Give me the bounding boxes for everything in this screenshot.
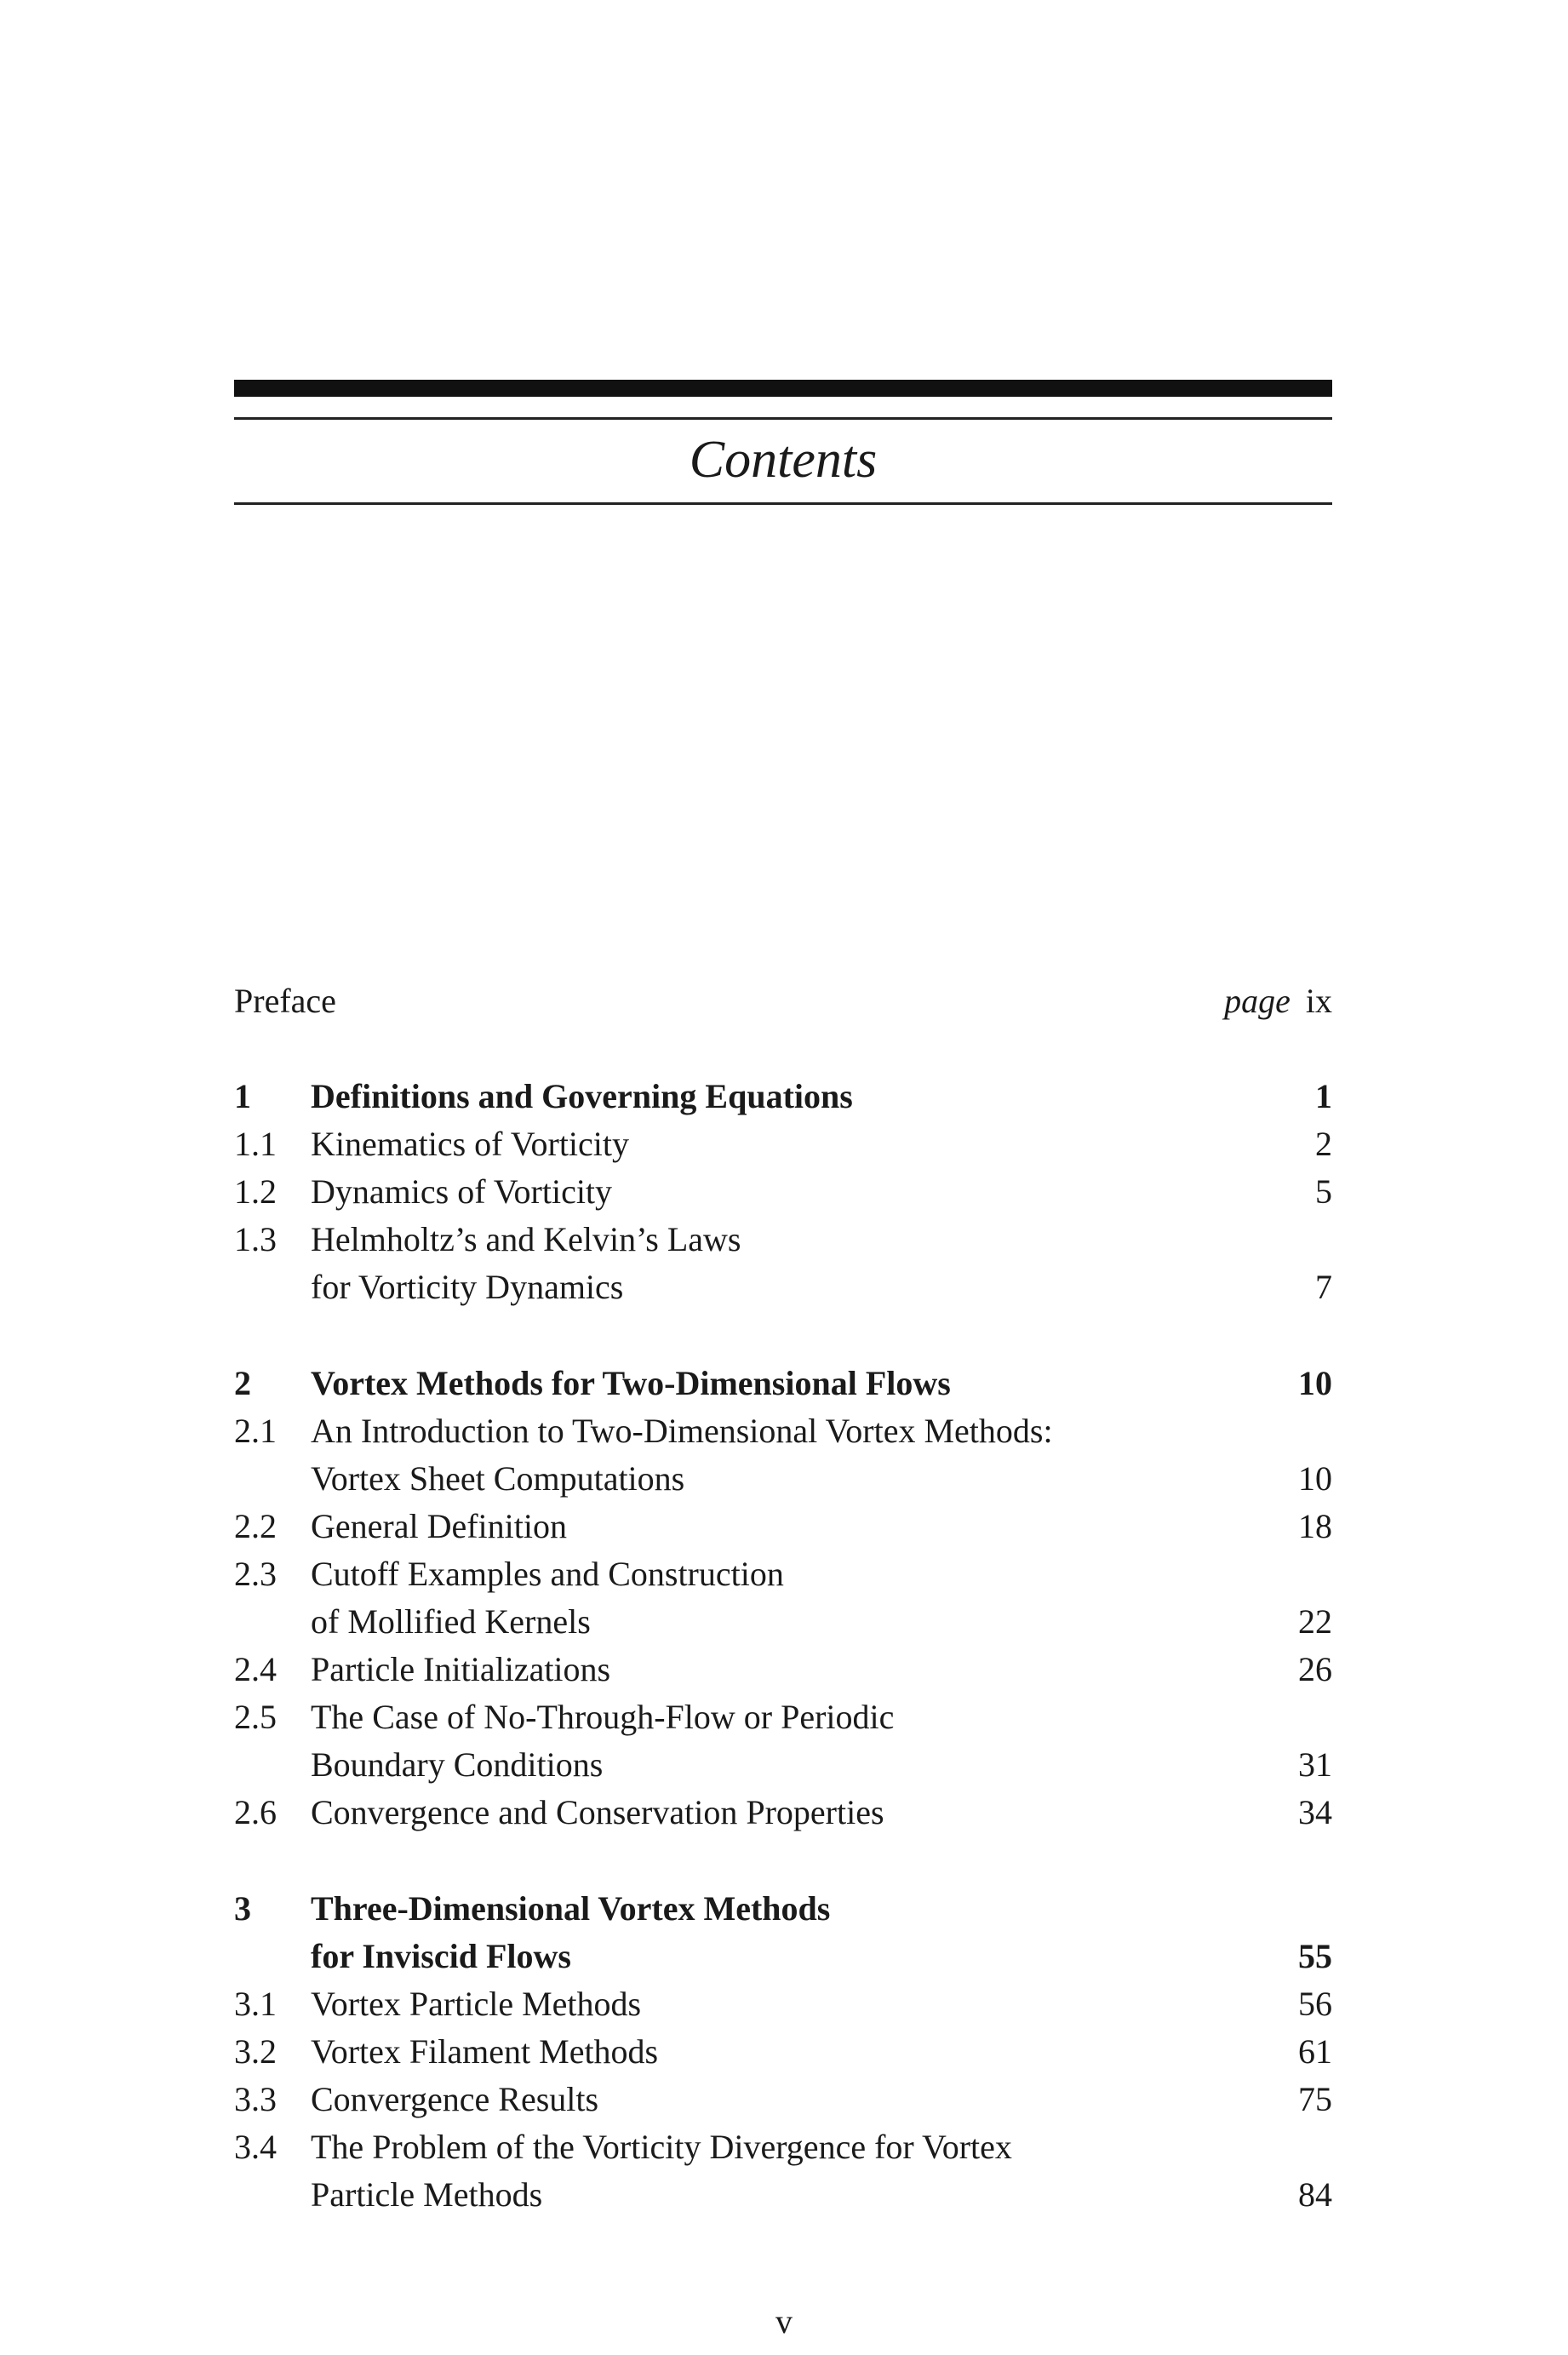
chapter-title: Definitions and Governing Equations [311,1077,853,1115]
section-title: Kinematics of Vorticity [311,1125,630,1163]
chapter-title: Vortex Methods for Two-Dimensional Flows [311,1364,951,1402]
toc-section-2-3-continuation[interactable] [234,1598,1332,1646]
section-page: 34 [1298,1793,1332,1831]
header-thick-rule [234,380,1332,397]
page-prefix: page [1224,982,1290,1020]
section-title: The Problem of the Vorticity Divergence for Vortex [311,2128,1012,2166]
toc-section-3-2-row[interactable] [234,2028,1332,2076]
page-folio: v [775,2302,793,2341]
section-title: Dynamics of Vorticity [311,1172,613,1211]
section-page: 31 [1298,1745,1332,1784]
section-page: 10 [1298,1459,1332,1498]
section-number: 3.2 [234,2032,277,2071]
toc-preface-label: Preface [234,982,336,1020]
toc-section-2-3-row[interactable] [234,1550,1332,1598]
section-title: Particle Initializations [311,1650,611,1688]
section-title-continuation: Boundary Conditions [311,1745,604,1784]
section-number: 2.5 [234,1698,277,1736]
section-title-continuation: Vortex Sheet Computations [311,1459,685,1498]
toc-preface-page [1224,977,1332,1025]
section-page: 7 [1315,1268,1332,1306]
section-number: 2.3 [234,1555,277,1593]
section-title: Vortex Particle Methods [311,1985,642,2023]
toc-chapter-3-row[interactable] [234,1885,1332,1933]
chapter-number: 3 [234,1889,251,1928]
section-title-continuation: Particle Methods [311,2175,543,2214]
toc-chapter-1-row[interactable] [234,1073,1332,1120]
chapter-number: 1 [234,1077,251,1115]
section-title: Convergence and Conservation Properties [311,1793,884,1831]
toc-section-2-2-row[interactable] [234,1503,1332,1550]
section-title-continuation: for Vorticity Dynamics [311,1268,624,1306]
section-page: 61 [1298,2032,1332,2071]
section-number: 2.1 [234,1412,277,1450]
chapter-page: 1 [1315,1077,1332,1115]
toc-section-1-3-continuation[interactable] [234,1263,1332,1311]
toc-section-2-1-row[interactable] [234,1407,1332,1455]
section-number: 1.2 [234,1172,277,1211]
section-number: 3.3 [234,2080,277,2118]
section-title-continuation: of Mollified Kernels [311,1602,591,1641]
toc-section-2-5-row[interactable] [234,1693,1332,1741]
section-title: Cutoff Examples and Construction [311,1555,784,1593]
header-rule-top [234,417,1332,420]
chapter-title-continuation: for Inviscid Flows [311,1937,571,1975]
section-page: 22 [1298,1602,1332,1641]
toc-section-1-3-row[interactable] [234,1216,1332,1263]
toc-section-3-4-row[interactable] [234,2123,1332,2171]
section-number: 2.6 [234,1793,277,1831]
section-title: General Definition [311,1507,567,1545]
section-page: 56 [1298,1985,1332,2023]
toc-section-2-4-row[interactable] [234,1646,1332,1693]
section-page: 84 [1298,2175,1332,2214]
toc-preface-row[interactable] [234,977,1332,1025]
toc-section-3-3-row[interactable] [234,2076,1332,2123]
section-title: The Case of No-Through-Flow or Periodic [311,1698,895,1736]
toc-section-3-1-row[interactable] [234,1980,1332,2028]
section-number: 3.1 [234,1985,277,2023]
section-title: Convergence Results [311,2080,599,2118]
header-rule-bottom [234,502,1332,505]
toc-section-2-1-continuation[interactable] [234,1455,1332,1503]
section-page: 26 [1298,1650,1332,1688]
toc-section-2-6-row[interactable] [234,1789,1332,1836]
page-number: ix [1305,982,1332,1020]
toc-section-3-4-continuation[interactable] [234,2171,1332,2219]
toc-chapter-3-continuation[interactable] [234,1933,1332,1980]
toc-section-1-2-row[interactable] [234,1168,1332,1216]
section-page: 18 [1298,1507,1332,1545]
toc-section-1-1-row[interactable] [234,1120,1332,1168]
chapter-page: 55 [1298,1937,1332,1975]
section-page: 2 [1315,1125,1332,1163]
section-number: 3.4 [234,2128,277,2166]
section-title: Helmholtz’s and Kelvin’s Laws [311,1220,741,1258]
section-page: 5 [1315,1172,1332,1211]
section-title: An Introduction to Two-Dimensional Vortex Methods: [311,1412,1053,1450]
section-page: 75 [1298,2080,1332,2118]
chapter-page: 10 [1298,1364,1332,1402]
page-title: Contents [689,431,878,489]
toc-chapter-2-row[interactable] [234,1360,1332,1407]
chapter-number: 2 [234,1364,251,1402]
chapter-title: Three-Dimensional Vortex Methods [311,1889,831,1928]
toc-section-2-5-continuation[interactable] [234,1741,1332,1789]
section-number: 1.3 [234,1220,277,1258]
section-number: 1.1 [234,1125,277,1163]
section-title: Vortex Filament Methods [311,2032,659,2071]
section-number: 2.2 [234,1507,277,1545]
section-number: 2.4 [234,1650,277,1688]
